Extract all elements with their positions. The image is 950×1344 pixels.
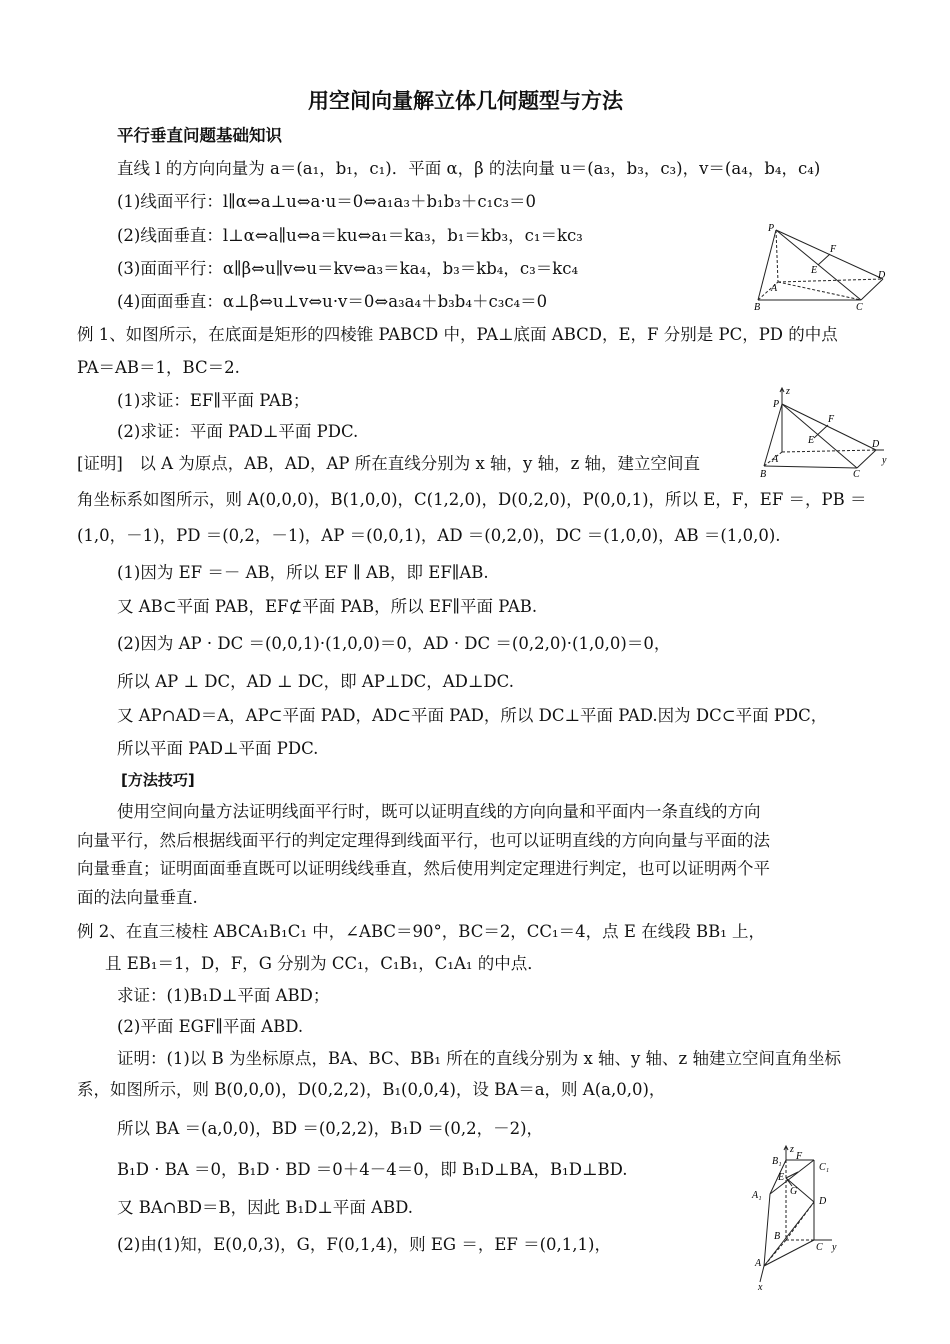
text-line: (1)因为 EF ＝－ AB，所以 EF ∥ AB，即 EF∥AB.	[117, 563, 489, 582]
text-line: 向量垂直；证明面面垂直既可以证明线线垂直，然后使用判定定理进行判定，也可以证明两个平	[77, 859, 770, 878]
text-line: B₁D · BA ＝0，B₁D · BD ＝0＋4－4＝0，即 B₁D⊥BA，B₁D⊥BD.	[117, 1160, 628, 1179]
text-line: 面的法向量垂直.	[77, 888, 198, 907]
label-D: D	[872, 439, 880, 450]
label-B: B	[774, 1231, 781, 1242]
text-line: [证明] 以 A 为原点，AB，AD，AP 所在直线分别为 x 轴，y 轴，z 轴，建立空间直	[77, 454, 701, 473]
label-y: y	[882, 455, 887, 466]
label-C: C	[856, 302, 863, 313]
text-line: PA＝AB＝1，BC＝2.	[77, 358, 240, 377]
text-line: 又 AB⊂平面 PAB，EF⊄平面 PAB，所以 EF∥平面 PAB.	[117, 597, 538, 616]
label-E: E	[811, 265, 818, 276]
label-P: P	[773, 399, 780, 410]
text-line: 且 EB₁＝1，D，F，G 分别为 CC₁，C₁B₁，C₁A₁ 的中点．	[105, 954, 544, 973]
text-line: 直线 l 的方向向量为 a＝(a₁，b₁，c₁)．平面 α，β 的法向量 u＝(a₃，b₃，c₃)，v＝(a₄，b₄，c₄)	[117, 159, 821, 178]
label-x: x	[758, 1282, 763, 1292]
text-line: 求证：(1)B₁D⊥平面 ABD；	[117, 986, 330, 1005]
example-2-heading: 例 2、在直三棱柱 ABCA₁B₁C₁ 中，∠ABC＝90°，BC＝2，CC₁＝4，点 E 在线段 BB₁ 上，	[77, 922, 766, 941]
label-A: A	[755, 1258, 762, 1269]
label-P: P	[768, 223, 775, 234]
example-1-heading: 例 1、如图所示，在底面是矩形的四棱锥 PABCD 中，PA⊥底面 ABCD，E，F 分别是 PC，PD 的中点	[77, 325, 838, 344]
label-E: E	[778, 1172, 785, 1183]
text-line: (4)面面垂直：α⊥β⇔u⊥v⇔u·v＝0⇔a₃a₄＋b₃b₄＋c₃c₄＝0	[117, 292, 548, 311]
text-line: 所以平面 PAD⊥平面 PDC.	[117, 739, 319, 758]
label-A: A	[771, 283, 778, 294]
page-title: 用空间向量解立体几何题型与方法	[308, 89, 623, 113]
text-line: 系，如图所示，则 B(0,0,0)，D(0,2,2)，B₁(0,0,4)，设 BA＝a，则 A(a,0,0)，	[77, 1080, 666, 1099]
label-z: z	[790, 1144, 794, 1155]
method-tips-heading: [方法技巧]	[121, 771, 195, 789]
label-A: A	[772, 454, 779, 465]
text-line: 使用空间向量方法证明线面平行时，既可以证明直线的方向向量和平面内一条直线的方向	[117, 802, 761, 821]
label-z: z	[786, 386, 790, 397]
label-G: G	[790, 1186, 798, 1197]
label-D: D	[819, 1196, 827, 1207]
text-line: (2)因为 AP · DC ＝(0,0,1)·(1,0,0)＝0，AD · DC ＝(0,2,0)·(1,0,0)＝0，	[117, 634, 671, 653]
label-C: C	[853, 469, 860, 480]
label-A1: A₁	[752, 1190, 762, 1201]
text-line: (1,0，－1)，PD ＝(0,2，－1)，AP ＝(0,0,1)，AD ＝(0,2,0)，DC ＝(1,0,0)，AB ＝(1,0,0).	[77, 526, 781, 545]
label-F: F	[796, 1151, 803, 1162]
text-line: (3)面面平行：α∥β⇔u∥v⇔u＝kv⇔a₃＝ka₄，b₃＝kb₄，c₃＝kc₄	[117, 259, 579, 278]
text-line: 又 AP∩AD＝A，AP⊂平面 PAD，AD⊂平面 PAD，所以 DC⊥平面 PAD.因为 DC⊂平面 PDC，	[117, 706, 828, 725]
text-line: (2)线面垂直：l⊥α⇔a∥u⇔a＝ku⇔a₁＝ka₃，b₁＝kb₃，c₁＝kc₃	[117, 226, 583, 245]
label-C1: C₁	[819, 1162, 830, 1173]
prism-figure	[748, 1142, 848, 1292]
label-B: B	[754, 302, 761, 313]
text-line: 所以 BA ＝(a,0,0)，BD ＝(0,2,2)，B₁D ＝(0,2，－2)，	[117, 1119, 544, 1138]
label-y: y	[832, 1242, 837, 1253]
text-line: 向量平行，然后根据线面平行的判定定理得到线面平行，也可以证明直线的方向向量与平面的法	[77, 831, 770, 850]
pyramid-figure-1	[750, 222, 890, 314]
text-line: (1)求证：EF∥平面 PAB；	[117, 391, 310, 410]
text-line: (2)由(1)知，E(0,0,3)，G，F(0,1,4)，则 EG ＝，EF ＝(0,1,1)，	[117, 1235, 611, 1254]
section-heading: 平行垂直问题基础知识	[117, 126, 282, 145]
label-D: D	[878, 270, 886, 281]
text-line: 又 BA∩BD＝B，因此 B₁D⊥平面 ABD.	[117, 1198, 413, 1217]
text-line: (1)线面平行：l∥α⇔a⊥u⇔a·u＝0⇔a₁a₃＋b₁b₃＋c₁c₃＝0	[117, 192, 537, 211]
label-F: F	[828, 414, 835, 425]
text-line: (2)平面 EGF∥平面 ABD.	[117, 1017, 304, 1036]
text-line: 角坐标系如图所示，则 A(0,0,0)，B(1,0,0)，C(1,2,0)，D(0,2,0)，P(0,0,1)，所以 E，F，EF ＝，PB ＝	[77, 490, 867, 509]
text-line: (2)求证：平面 PAD⊥平面 PDC.	[117, 422, 359, 441]
label-B1: B₁	[772, 1156, 782, 1167]
label-F: F	[830, 244, 837, 255]
label-B: B	[760, 469, 767, 480]
text-line: 证明：(1)以 B 为坐标原点，BA、BC、BB₁ 所在的直线分别为 x 轴、y 轴、z 轴建立空间直角坐标	[117, 1049, 841, 1068]
text-line: 所以 AP ⊥ DC，AD ⊥ DC，即 AP⊥DC，AD⊥DC.	[117, 672, 514, 691]
pyramid-figure-2	[752, 384, 892, 480]
label-C: C	[816, 1242, 823, 1253]
label-E: E	[808, 435, 815, 446]
